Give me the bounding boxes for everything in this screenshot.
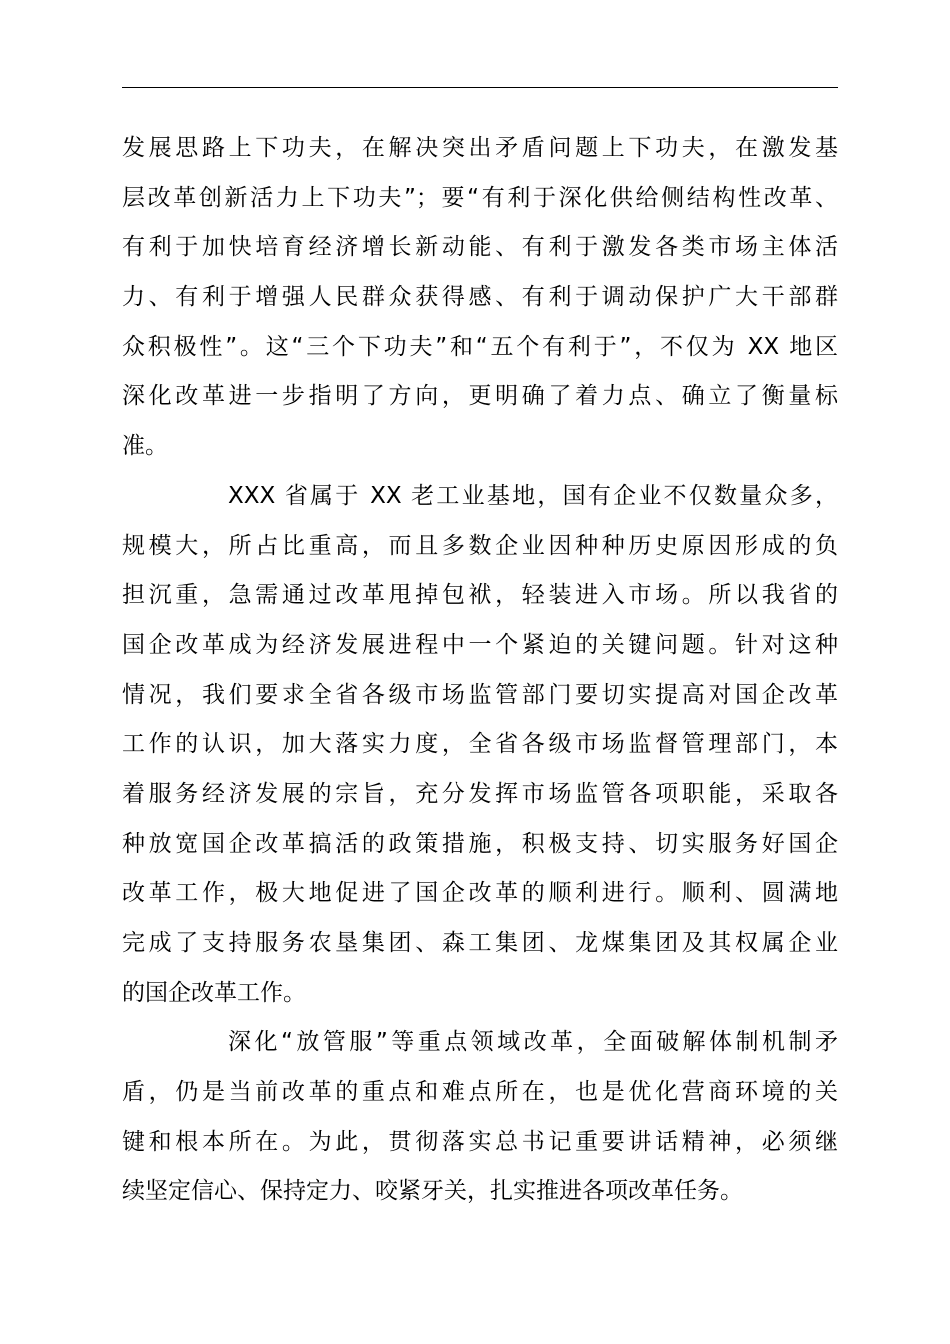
text-line: 深化“放管服”等重点领域改革，全面破解体制机制矛	[228, 1029, 838, 1056]
text-line: XXX 省属于 XX 老工业基地，国有企业不仅数量众多，	[228, 482, 838, 509]
text-line: 工作的认识，加大落实力度，全省各级市场监督管理部门，本	[122, 731, 838, 758]
text-line: 发展思路上下功夫，在解决突出矛盾问题上下功夫，在激发基	[122, 135, 838, 161]
text-line: 准。	[122, 433, 168, 460]
text-line: 众积极性”。这“三个下功夫”和“五个有利于”，不仅为 XX 地区	[122, 333, 838, 360]
text-line: 深化改革进一步指明了方向，更明确了着力点、确立了衡量标	[122, 383, 838, 410]
text-line: 力、有利于增强人民群众获得感、有利于调动保护广大干部群	[122, 284, 838, 311]
paragraph-2	[122, 472, 838, 1019]
text-line: 的国企改革工作。	[122, 979, 306, 1006]
text-line: 国企改革成为经济发展进程中一个紧迫的关键问题。针对这种	[122, 631, 838, 658]
text-line: 担沉重，急需通过改革甩掉包袱，轻装进入市场。所以我省的	[122, 582, 838, 609]
text-line: 完成了支持服务农垦集团、森工集团、龙煤集团及其权属企业	[122, 930, 838, 956]
text-line: 有利于加快培育经济增长新动能、有利于激发各类市场主体活	[122, 234, 838, 261]
document-body	[122, 124, 838, 1217]
text-line: 键和根本所在。为此，贯彻落实总书记重要讲话精神，必须继	[122, 1128, 838, 1155]
text-line: 改革工作，极大地促进了国企改革的顺利进行。顺利、圆满地	[122, 880, 838, 907]
text-line: 续坚定信心、保持定力、咬紧牙关，扎实推进各项改革任务。	[122, 1178, 743, 1205]
text-line: 规模大，所占比重高，而且多数企业因种种历史原因形成的负	[122, 532, 838, 559]
header-rule	[122, 87, 838, 88]
paragraph-1	[122, 124, 838, 472]
text-line: 层改革创新活力上下功夫”；要“有利于深化供给侧结构性改革、	[122, 184, 838, 211]
text-line: 着服务经济发展的宗旨，充分发挥市场监管各项职能，采取各	[122, 780, 838, 807]
text-line: 种放宽国企改革搞活的政策措施，积极支持、切实服务好国企	[122, 830, 838, 857]
text-line: 盾，仍是当前改革的重点和难点所在，也是优化营商环境的关	[122, 1079, 838, 1106]
text-line: 情况，我们要求全省各级市场监管部门要切实提高对国企改革	[122, 681, 838, 708]
paragraph-3	[122, 1018, 838, 1217]
